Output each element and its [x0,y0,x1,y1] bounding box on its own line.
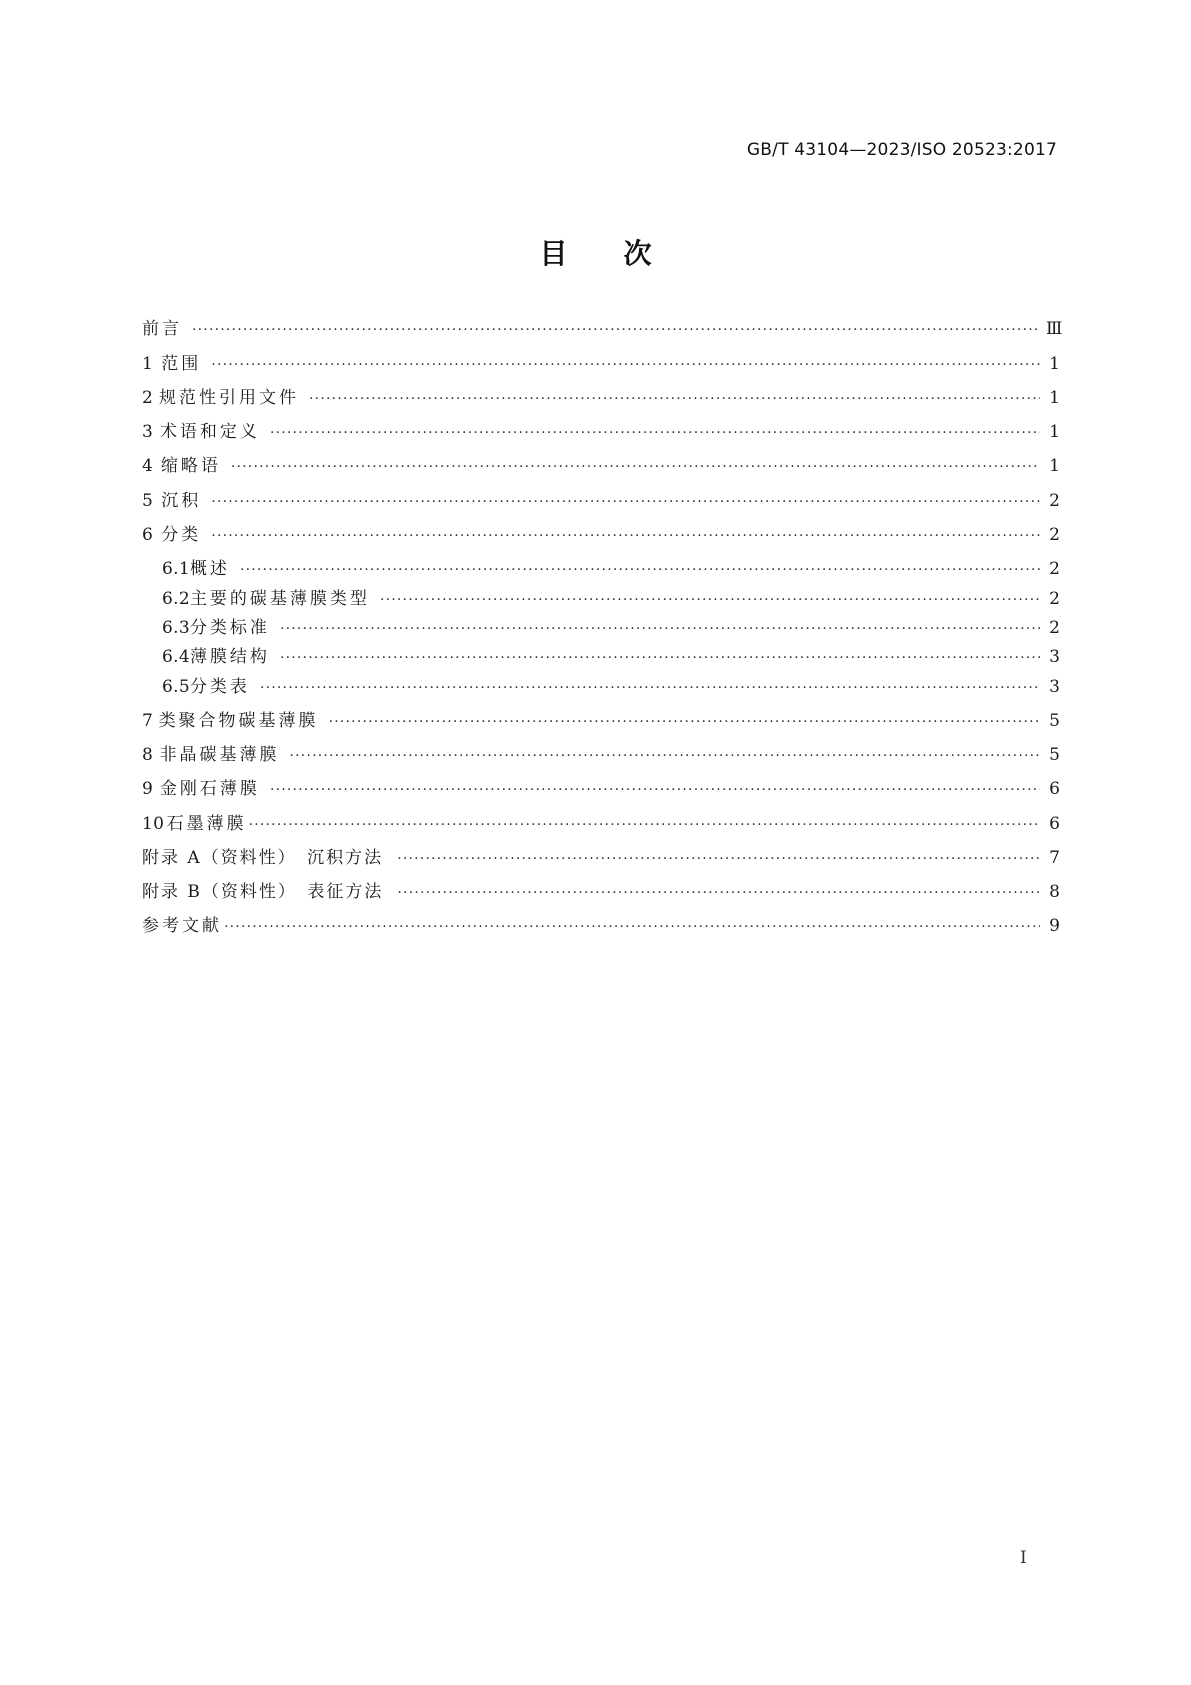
toc-entry-number: 10 [142,814,165,834]
toc-entry-page: 3 [1049,677,1060,697]
toc-entry-number: 6.3 [162,618,190,638]
toc-entry-page: 1 [1049,422,1060,442]
toc-entry-8[interactable] [142,744,1060,767]
toc-entry-label: 概述 [189,559,230,579]
toc-entry-page: 8 [1049,882,1060,902]
toc-leader-dots [280,618,1040,640]
toc-entry-number: 6 [142,525,154,545]
toc-leader-dots [211,354,1040,376]
toc-entry-7[interactable] [142,710,1060,733]
toc-entry-number: 6.1 [162,559,190,579]
toc-entry-10[interactable] [142,813,1060,836]
toc-entry-number: 8 [142,745,154,765]
page-title: 目次 [539,237,708,270]
toc-entry-label: 前言 [142,319,182,339]
toc-entry-annex-b[interactable] [142,881,1060,904]
toc-entry-number: 7 [142,711,154,731]
toc-leader-dots [211,525,1040,547]
toc-entry-page: 2 [1049,525,1060,545]
toc-leader-dots [192,319,1040,341]
toc-entry-6-1[interactable] [162,558,1060,581]
toc-entry-number: 1 [142,354,154,374]
toc-entry-number: 3 [142,422,154,442]
toc-entry-2[interactable] [142,387,1060,410]
toc-entry-6-3[interactable] [162,617,1060,640]
toc-entry-number: 9 [142,779,154,799]
toc-entry-label: 附录 A（资料性） 沉积方法 [142,848,384,868]
page-number: Ⅰ [1020,1548,1027,1568]
toc-entry-5[interactable] [142,490,1060,513]
toc-entry-6[interactable] [142,524,1060,547]
toc-entry-bibliography[interactable] [142,915,1060,938]
toc-entry-label: 附录 B（资料性） 表征方法 [142,882,384,902]
toc-leader-dots [231,456,1040,478]
toc-entry-number: 6.4 [162,647,190,667]
toc-entry-page: 5 [1049,711,1060,731]
toc-leader-dots [289,745,1040,767]
toc-leader-dots [397,848,1040,870]
toc-entry-page: 3 [1049,647,1060,667]
toc-entry-number: 2 [142,388,154,408]
toc-entry-label: 金刚石薄膜 [159,779,260,799]
toc-leader-dots [270,422,1040,444]
toc-entry-3[interactable] [142,421,1060,444]
toc-entry-label: 石墨薄膜 [166,814,247,834]
toc-entry-page: 9 [1049,916,1060,936]
toc-entry-foreword[interactable] [142,318,1063,341]
toc-entry-4[interactable] [142,455,1060,478]
toc-entry-page: Ⅲ [1046,319,1063,339]
toc-entry-label: 术语和定义 [159,422,260,442]
toc-entry-page: 6 [1049,779,1060,799]
toc-entry-page: 1 [1049,388,1060,408]
toc-entry-label: 参考文献 [142,916,222,936]
toc-entry-annex-a[interactable] [142,847,1060,870]
table-of-contents [142,0,1063,1685]
toc-entry-6-2[interactable] [162,588,1060,611]
toc-entry-label: 分类标准 [189,618,270,638]
toc-entry-label: 缩略语 [160,456,221,476]
toc-entry-page: 1 [1049,354,1060,374]
toc-entry-1[interactable] [142,353,1060,376]
toc-leader-dots [224,916,1040,938]
toc-leader-dots [280,647,1040,669]
toc-entry-number: 6.5 [162,677,190,697]
standard-number: GB/T 43104—2023/ISO 20523:2017 [746,140,1057,160]
toc-entry-label: 非晶碳基薄膜 [159,745,280,765]
toc-leader-dots [380,589,1040,611]
toc-leader-dots [211,491,1040,513]
toc-leader-dots [240,559,1040,581]
toc-entry-page: 2 [1049,618,1060,638]
toc-entry-label: 沉积 [161,491,202,511]
toc-entry-label: 主要的碳基薄膜类型 [189,589,370,609]
toc-entry-page: 6 [1049,814,1060,834]
toc-entry-label: 分类表 [189,677,250,697]
toc-entry-6-5[interactable] [162,676,1060,699]
toc-leader-dots [397,882,1040,904]
toc-entry-label: 薄膜结构 [189,647,270,667]
toc-entry-number: 6.2 [162,589,190,609]
toc-entry-page: 5 [1049,745,1060,765]
toc-entry-6-4[interactable] [162,646,1060,669]
toc-entry-label: 分类 [161,525,202,545]
toc-leader-dots [260,677,1040,699]
toc-entry-page: 7 [1049,848,1060,868]
toc-entry-number: 4 [142,456,154,476]
toc-entry-label: 规范性引用文件 [159,388,300,408]
toc-entry-page: 2 [1049,589,1060,609]
toc-entry-label: 类聚合物碳基薄膜 [158,711,319,731]
toc-leader-dots [329,711,1040,733]
toc-leader-dots [270,779,1040,801]
toc-entry-page: 2 [1049,491,1060,511]
toc-entry-number: 5 [142,491,154,511]
toc-leader-dots [309,388,1040,410]
toc-entry-page: 1 [1049,456,1060,476]
toc-entry-label: 范围 [161,354,202,374]
toc-leader-dots [249,814,1040,836]
toc-entry-page: 2 [1049,559,1060,579]
toc-entry-9[interactable] [142,778,1060,801]
